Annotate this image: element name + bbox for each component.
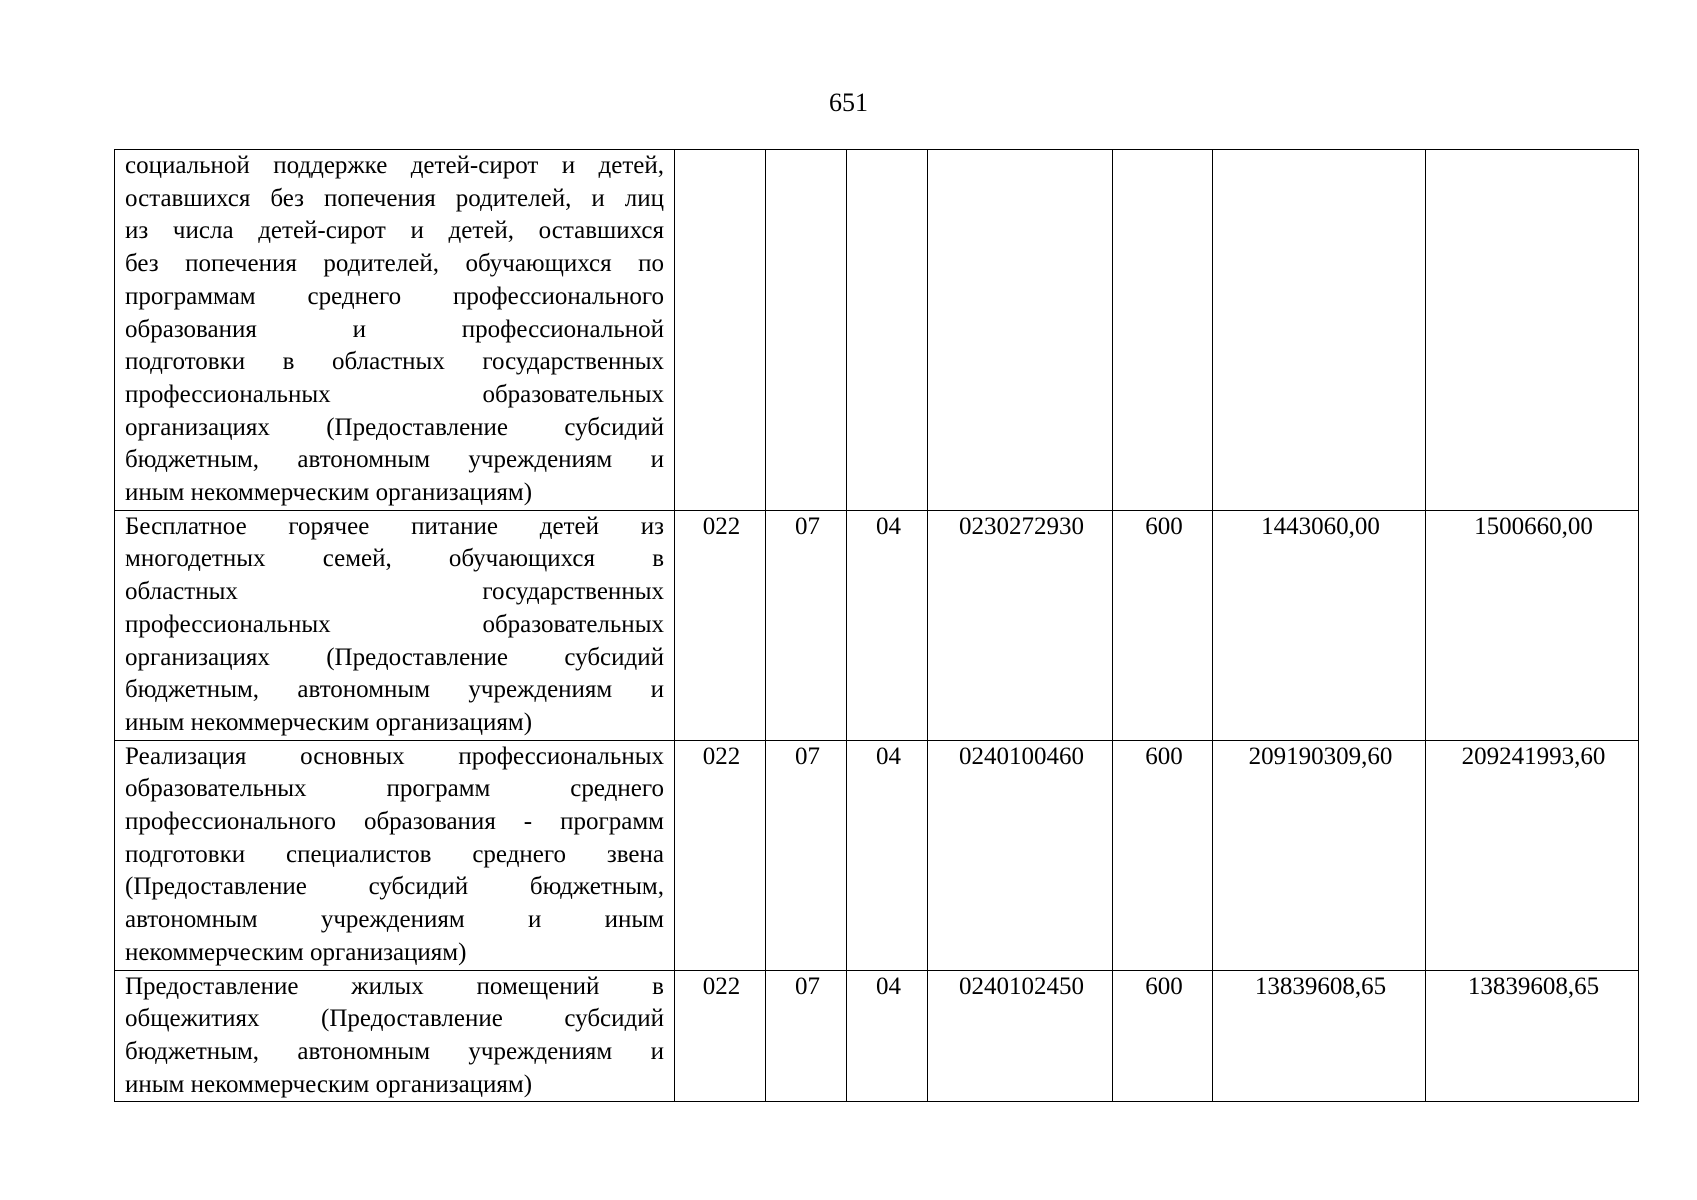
description-line: бюджетным, автономным учреждениям и — [125, 446, 664, 474]
section-code-cell: 07 — [766, 740, 847, 970]
description-line: бюджетным, автономным учреждениям и — [125, 1037, 664, 1065]
description-line: программам среднего профессионального — [125, 282, 664, 310]
page-number: 651 — [829, 88, 868, 117]
description-line: профессионального образования - программ — [125, 808, 664, 836]
subsection-code-cell: 04 — [847, 970, 928, 1102]
subsection-code-cell: 04 — [847, 740, 928, 970]
expense-type-cell: 600 — [1113, 970, 1213, 1102]
section-code-cell — [766, 150, 847, 511]
description-cell — [115, 150, 675, 511]
description-line: иным некоммерческим организациям) — [125, 1070, 533, 1098]
table-row — [115, 970, 1639, 1102]
subsection-code-cell: 04 — [847, 510, 928, 740]
amount-1-cell: 209190309,60 — [1213, 740, 1426, 970]
description-cell — [115, 740, 675, 970]
description-line: образовательных программ среднего — [125, 775, 664, 803]
target-article-cell — [928, 150, 1113, 511]
description-line: социальной поддержке детей-сирот и детей, — [125, 152, 664, 179]
description-line: Предоставление жилых помещений в — [125, 972, 664, 1000]
amount-2-cell: 1500660,00 — [1426, 510, 1639, 740]
target-article-cell: 0240100460 — [928, 740, 1113, 970]
expense-type-cell: 600 — [1113, 740, 1213, 970]
section-code-cell: 07 — [766, 970, 847, 1102]
amount-1-cell: 13839608,65 — [1213, 970, 1426, 1102]
section-code-cell: 07 — [766, 510, 847, 740]
description-line: подготовки в областных государственных — [125, 348, 664, 376]
table-row — [115, 150, 1639, 511]
ministry-code-cell: 022 — [675, 970, 766, 1102]
description-line: организациях (Предоставление субсидий — [125, 413, 664, 441]
expense-type-cell — [1113, 150, 1213, 511]
description-line: подготовки специалистов среднего звена — [125, 840, 664, 868]
description-line: (Предоставление субсидий бюджетным, — [125, 873, 664, 901]
description-line: Бесплатное горячее питание детей из — [125, 512, 664, 540]
description-cell — [115, 510, 675, 740]
budget-table — [114, 149, 1639, 1102]
description-line: образования и профессиональной — [125, 315, 664, 343]
description-line: организациях (Предоставление субсидий — [125, 643, 664, 671]
description-line: Реализация основных профессиональных — [125, 742, 664, 770]
ministry-code-cell — [675, 150, 766, 511]
description-cell — [115, 970, 675, 1102]
amount-2-cell: 209241993,60 — [1426, 740, 1639, 970]
ministry-code-cell: 022 — [675, 740, 766, 970]
description-line: иным некоммерческим организациям) — [125, 708, 533, 736]
description-line: многодетных семей, обучающихся в — [125, 545, 664, 573]
description-line: профессиональных образовательных — [125, 380, 664, 408]
target-article-cell: 0240102450 — [928, 970, 1113, 1102]
description-line: автономным учреждениям и иным — [125, 906, 664, 934]
description-line: из числа детей-сирот и детей, оставшихся — [125, 217, 664, 245]
ministry-code-cell: 022 — [675, 510, 766, 740]
amount-2-cell: 13839608,65 — [1426, 970, 1639, 1102]
expense-type-cell: 600 — [1113, 510, 1213, 740]
subsection-code-cell — [847, 150, 928, 511]
amount-2-cell — [1426, 150, 1639, 511]
target-article-cell: 0230272930 — [928, 510, 1113, 740]
amount-1-cell: 1443060,00 — [1213, 510, 1426, 740]
description-line: областных государственных — [125, 578, 664, 606]
table-row — [115, 740, 1639, 970]
amount-1-cell — [1213, 150, 1426, 511]
description-line: без попечения родителей, обучающихся по — [125, 250, 664, 278]
description-line: оставшихся без попечения родителей, и лиц — [125, 184, 664, 212]
table-body — [115, 150, 1639, 1102]
description-line: иным некоммерческим организациям) — [125, 479, 533, 507]
description-line: некоммерческим организациям) — [125, 938, 467, 966]
description-line: бюджетным, автономным учреждениям и — [125, 676, 664, 704]
description-line: профессиональных образовательных — [125, 610, 664, 638]
table-row — [115, 510, 1639, 740]
description-line: общежитиях (Предоставление субсидий — [125, 1005, 664, 1033]
